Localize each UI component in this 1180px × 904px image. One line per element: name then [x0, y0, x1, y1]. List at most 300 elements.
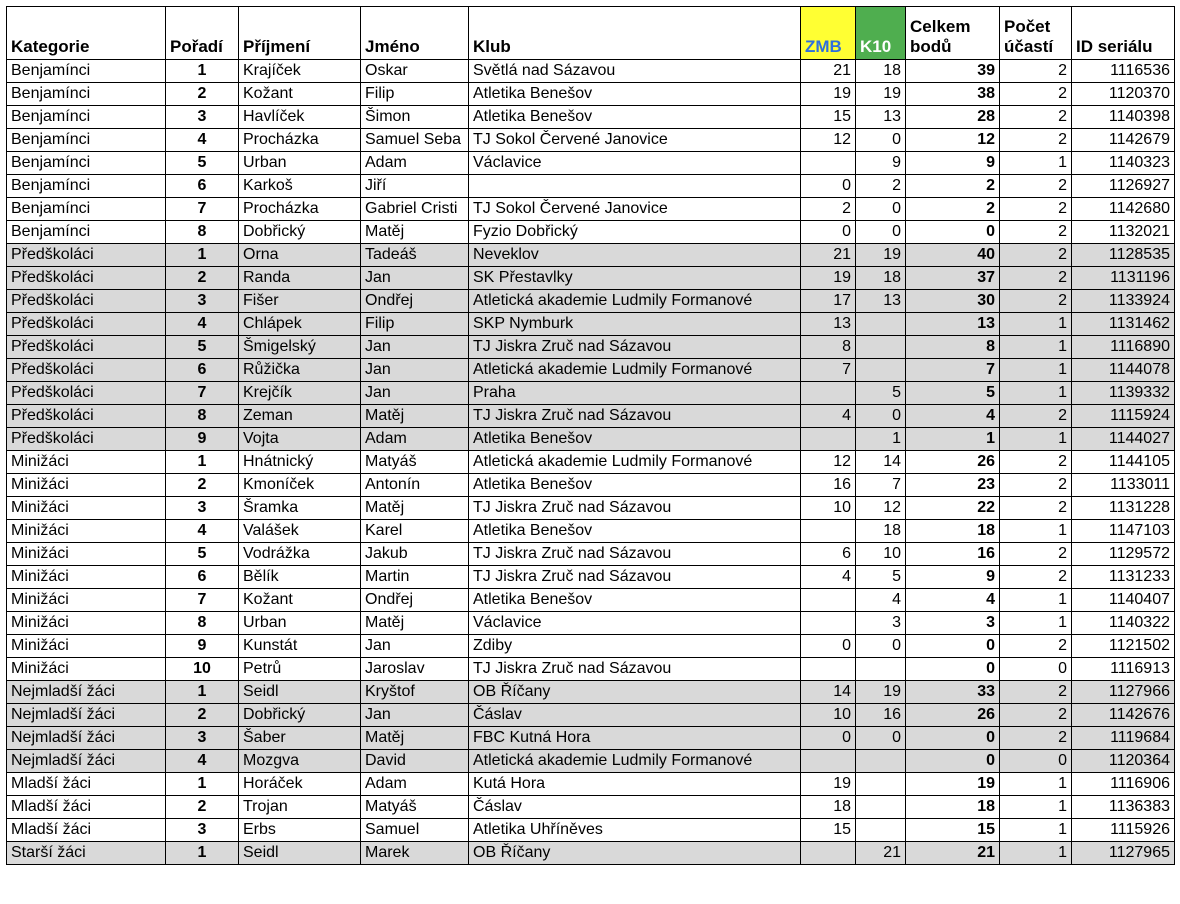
cell-pocet[interactable]: 2 — [1000, 704, 1072, 727]
cell-kategorie[interactable]: Mladší žáci — [7, 819, 166, 842]
cell-poradi[interactable]: 8 — [166, 221, 239, 244]
cell-prijmeni[interactable]: Hnátnický — [239, 451, 361, 474]
cell-klub[interactable]: Atletika Benešov — [469, 106, 801, 129]
cell-jmeno[interactable]: Jan — [361, 635, 469, 658]
cell-kategorie[interactable]: Předškoláci — [7, 382, 166, 405]
cell-klub[interactable]: Kutá Hora — [469, 773, 801, 796]
cell-id[interactable]: 1126927 — [1072, 175, 1175, 198]
cell-celkem[interactable]: 30 — [906, 290, 1000, 313]
cell-zmb[interactable]: 2 — [801, 198, 856, 221]
cell-poradi[interactable]: 4 — [166, 520, 239, 543]
cell-klub[interactable]: FBC Kutná Hora — [469, 727, 801, 750]
cell-kategorie[interactable]: Benjamínci — [7, 175, 166, 198]
cell-celkem[interactable]: 23 — [906, 474, 1000, 497]
cell-celkem[interactable]: 28 — [906, 106, 1000, 129]
cell-k10[interactable]: 0 — [856, 727, 906, 750]
cell-zmb[interactable] — [801, 152, 856, 175]
cell-celkem[interactable]: 26 — [906, 704, 1000, 727]
cell-celkem[interactable]: 18 — [906, 796, 1000, 819]
cell-klub[interactable]: Atletika Benešov — [469, 520, 801, 543]
cell-jmeno[interactable]: Matyáš — [361, 796, 469, 819]
header-poradi[interactable]: Pořadí — [166, 7, 239, 60]
cell-id[interactable]: 1120364 — [1072, 750, 1175, 773]
cell-kategorie[interactable]: Benjamínci — [7, 60, 166, 83]
cell-prijmeni[interactable]: Havlíček — [239, 106, 361, 129]
cell-poradi[interactable]: 3 — [166, 727, 239, 750]
cell-id[interactable]: 1144105 — [1072, 451, 1175, 474]
cell-zmb[interactable]: 0 — [801, 175, 856, 198]
cell-pocet[interactable]: 2 — [1000, 221, 1072, 244]
cell-jmeno[interactable]: Adam — [361, 152, 469, 175]
cell-prijmeni[interactable]: Chlápek — [239, 313, 361, 336]
cell-zmb[interactable]: 21 — [801, 244, 856, 267]
cell-pocet[interactable]: 1 — [1000, 382, 1072, 405]
cell-zmb[interactable]: 16 — [801, 474, 856, 497]
cell-zmb[interactable]: 10 — [801, 704, 856, 727]
cell-prijmeni[interactable]: Kožant — [239, 83, 361, 106]
cell-prijmeni[interactable]: Seidl — [239, 842, 361, 865]
cell-kategorie[interactable]: Starší žáci — [7, 842, 166, 865]
cell-id[interactable]: 1144027 — [1072, 428, 1175, 451]
cell-kategorie[interactable]: Nejmladší žáci — [7, 750, 166, 773]
cell-jmeno[interactable]: Oskar — [361, 60, 469, 83]
cell-klub[interactable] — [469, 175, 801, 198]
cell-id[interactable]: 1116536 — [1072, 60, 1175, 83]
cell-celkem[interactable]: 33 — [906, 681, 1000, 704]
cell-celkem[interactable]: 2 — [906, 175, 1000, 198]
cell-pocet[interactable]: 2 — [1000, 244, 1072, 267]
cell-kategorie[interactable]: Mladší žáci — [7, 773, 166, 796]
cell-prijmeni[interactable]: Zeman — [239, 405, 361, 428]
cell-kategorie[interactable]: Minižáci — [7, 589, 166, 612]
cell-k10[interactable]: 19 — [856, 681, 906, 704]
cell-kategorie[interactable]: Předškoláci — [7, 244, 166, 267]
cell-poradi[interactable]: 3 — [166, 106, 239, 129]
cell-zmb[interactable]: 19 — [801, 267, 856, 290]
cell-klub[interactable]: SKP Nymburk — [469, 313, 801, 336]
cell-zmb[interactable]: 15 — [801, 106, 856, 129]
cell-celkem[interactable]: 2 — [906, 198, 1000, 221]
cell-zmb[interactable] — [801, 750, 856, 773]
cell-poradi[interactable]: 7 — [166, 589, 239, 612]
cell-k10[interactable]: 3 — [856, 612, 906, 635]
cell-poradi[interactable]: 1 — [166, 773, 239, 796]
cell-prijmeni[interactable]: Horáček — [239, 773, 361, 796]
cell-kategorie[interactable]: Předškoláci — [7, 359, 166, 382]
cell-zmb[interactable]: 18 — [801, 796, 856, 819]
cell-poradi[interactable]: 3 — [166, 819, 239, 842]
cell-klub[interactable]: TJ Sokol Červené Janovice — [469, 198, 801, 221]
cell-prijmeni[interactable]: Šaber — [239, 727, 361, 750]
cell-celkem[interactable]: 5 — [906, 382, 1000, 405]
cell-k10[interactable] — [856, 796, 906, 819]
cell-zmb[interactable]: 14 — [801, 681, 856, 704]
cell-jmeno[interactable]: Filip — [361, 313, 469, 336]
cell-pocet[interactable]: 2 — [1000, 543, 1072, 566]
cell-celkem[interactable]: 4 — [906, 589, 1000, 612]
cell-id[interactable]: 1131228 — [1072, 497, 1175, 520]
cell-id[interactable]: 1132021 — [1072, 221, 1175, 244]
cell-kategorie[interactable]: Předškoláci — [7, 267, 166, 290]
cell-id[interactable]: 1131196 — [1072, 267, 1175, 290]
cell-prijmeni[interactable]: Dobřický — [239, 704, 361, 727]
cell-jmeno[interactable]: Samuel — [361, 819, 469, 842]
cell-poradi[interactable]: 10 — [166, 658, 239, 681]
cell-k10[interactable]: 18 — [856, 267, 906, 290]
cell-jmeno[interactable]: Matěj — [361, 727, 469, 750]
cell-jmeno[interactable]: Marek — [361, 842, 469, 865]
cell-k10[interactable] — [856, 658, 906, 681]
cell-k10[interactable]: 7 — [856, 474, 906, 497]
cell-k10[interactable]: 18 — [856, 520, 906, 543]
cell-zmb[interactable]: 17 — [801, 290, 856, 313]
cell-id[interactable]: 1129572 — [1072, 543, 1175, 566]
cell-id[interactable]: 1116913 — [1072, 658, 1175, 681]
cell-klub[interactable]: TJ Jiskra Zruč nad Sázavou — [469, 405, 801, 428]
cell-prijmeni[interactable]: Procházka — [239, 198, 361, 221]
cell-prijmeni[interactable]: Seidl — [239, 681, 361, 704]
cell-k10[interactable]: 4 — [856, 589, 906, 612]
cell-pocet[interactable]: 2 — [1000, 290, 1072, 313]
cell-id[interactable]: 1139332 — [1072, 382, 1175, 405]
cell-kategorie[interactable]: Minižáci — [7, 497, 166, 520]
cell-celkem[interactable]: 38 — [906, 83, 1000, 106]
cell-poradi[interactable]: 1 — [166, 451, 239, 474]
cell-kategorie[interactable]: Nejmladší žáci — [7, 681, 166, 704]
cell-pocet[interactable]: 2 — [1000, 566, 1072, 589]
cell-pocet[interactable]: 2 — [1000, 405, 1072, 428]
cell-prijmeni[interactable]: Růžička — [239, 359, 361, 382]
cell-k10[interactable] — [856, 750, 906, 773]
cell-kategorie[interactable]: Minižáci — [7, 451, 166, 474]
cell-kategorie[interactable]: Minižáci — [7, 520, 166, 543]
cell-poradi[interactable]: 1 — [166, 60, 239, 83]
cell-zmb[interactable]: 0 — [801, 221, 856, 244]
cell-pocet[interactable]: 1 — [1000, 520, 1072, 543]
cell-pocet[interactable]: 1 — [1000, 313, 1072, 336]
cell-klub[interactable]: Atletika Benešov — [469, 428, 801, 451]
cell-celkem[interactable]: 0 — [906, 750, 1000, 773]
cell-kategorie[interactable]: Minižáci — [7, 543, 166, 566]
cell-k10[interactable]: 0 — [856, 221, 906, 244]
cell-prijmeni[interactable]: Kmoníček — [239, 474, 361, 497]
cell-poradi[interactable]: 8 — [166, 405, 239, 428]
header-kategorie[interactable]: Kategorie — [7, 7, 166, 60]
cell-id[interactable]: 1133011 — [1072, 474, 1175, 497]
cell-jmeno[interactable]: Jaroslav — [361, 658, 469, 681]
cell-pocet[interactable]: 1 — [1000, 359, 1072, 382]
cell-jmeno[interactable]: Jan — [361, 336, 469, 359]
cell-poradi[interactable]: 6 — [166, 175, 239, 198]
cell-klub[interactable]: SK Přestavlky — [469, 267, 801, 290]
cell-k10[interactable]: 5 — [856, 566, 906, 589]
cell-k10[interactable]: 12 — [856, 497, 906, 520]
cell-poradi[interactable]: 5 — [166, 336, 239, 359]
cell-prijmeni[interactable]: Valášek — [239, 520, 361, 543]
cell-klub[interactable]: Václavice — [469, 152, 801, 175]
cell-zmb[interactable] — [801, 612, 856, 635]
cell-celkem[interactable]: 8 — [906, 336, 1000, 359]
cell-klub[interactable]: Praha — [469, 382, 801, 405]
cell-kategorie[interactable]: Předškoláci — [7, 290, 166, 313]
cell-jmeno[interactable]: Jan — [361, 704, 469, 727]
cell-jmeno[interactable]: Ondřej — [361, 290, 469, 313]
cell-id[interactable]: 1140322 — [1072, 612, 1175, 635]
cell-jmeno[interactable]: Jan — [361, 382, 469, 405]
cell-klub[interactable]: TJ Sokol Červené Janovice — [469, 129, 801, 152]
cell-jmeno[interactable]: Adam — [361, 773, 469, 796]
cell-k10[interactable]: 10 — [856, 543, 906, 566]
cell-k10[interactable]: 2 — [856, 175, 906, 198]
cell-jmeno[interactable]: Matěj — [361, 497, 469, 520]
cell-celkem[interactable]: 3 — [906, 612, 1000, 635]
cell-k10[interactable]: 13 — [856, 290, 906, 313]
cell-poradi[interactable]: 1 — [166, 681, 239, 704]
cell-id[interactable]: 1127965 — [1072, 842, 1175, 865]
cell-pocet[interactable]: 2 — [1000, 727, 1072, 750]
cell-kategorie[interactable]: Předškoláci — [7, 336, 166, 359]
cell-kategorie[interactable]: Předškoláci — [7, 313, 166, 336]
cell-prijmeni[interactable]: Petrů — [239, 658, 361, 681]
cell-id[interactable]: 1119684 — [1072, 727, 1175, 750]
cell-kategorie[interactable]: Benjamínci — [7, 106, 166, 129]
cell-klub[interactable]: Atletická akademie Ludmily Formanové — [469, 359, 801, 382]
cell-zmb[interactable] — [801, 842, 856, 865]
cell-pocet[interactable]: 2 — [1000, 635, 1072, 658]
cell-pocet[interactable]: 2 — [1000, 175, 1072, 198]
cell-celkem[interactable]: 26 — [906, 451, 1000, 474]
cell-celkem[interactable]: 13 — [906, 313, 1000, 336]
cell-jmeno[interactable]: Martin — [361, 566, 469, 589]
cell-pocet[interactable]: 2 — [1000, 198, 1072, 221]
cell-k10[interactable]: 1 — [856, 428, 906, 451]
cell-jmeno[interactable]: Tadeáš — [361, 244, 469, 267]
cell-klub[interactable]: Atletická akademie Ludmily Formanové — [469, 750, 801, 773]
cell-zmb[interactable]: 0 — [801, 727, 856, 750]
cell-pocet[interactable]: 2 — [1000, 129, 1072, 152]
cell-pocet[interactable]: 1 — [1000, 589, 1072, 612]
cell-prijmeni[interactable]: Vojta — [239, 428, 361, 451]
cell-prijmeni[interactable]: Šramka — [239, 497, 361, 520]
cell-kategorie[interactable]: Předškoláci — [7, 428, 166, 451]
cell-poradi[interactable]: 9 — [166, 635, 239, 658]
cell-zmb[interactable]: 7 — [801, 359, 856, 382]
cell-poradi[interactable]: 2 — [166, 704, 239, 727]
cell-prijmeni[interactable]: Orna — [239, 244, 361, 267]
cell-celkem[interactable]: 0 — [906, 658, 1000, 681]
cell-prijmeni[interactable]: Erbs — [239, 819, 361, 842]
cell-klub[interactable]: Zdiby — [469, 635, 801, 658]
cell-klub[interactable]: OB Říčany — [469, 842, 801, 865]
cell-klub[interactable]: Světlá nad Sázavou — [469, 60, 801, 83]
cell-klub[interactable]: Atletická akademie Ludmily Formanové — [469, 451, 801, 474]
cell-poradi[interactable]: 3 — [166, 290, 239, 313]
cell-kategorie[interactable]: Nejmladší žáci — [7, 727, 166, 750]
cell-zmb[interactable]: 12 — [801, 451, 856, 474]
cell-celkem[interactable]: 9 — [906, 152, 1000, 175]
cell-celkem[interactable]: 18 — [906, 520, 1000, 543]
cell-klub[interactable]: Čáslav — [469, 796, 801, 819]
cell-celkem[interactable]: 15 — [906, 819, 1000, 842]
cell-k10[interactable]: 16 — [856, 704, 906, 727]
cell-id[interactable]: 1140323 — [1072, 152, 1175, 175]
cell-k10[interactable] — [856, 773, 906, 796]
cell-prijmeni[interactable]: Procházka — [239, 129, 361, 152]
cell-k10[interactable]: 0 — [856, 635, 906, 658]
cell-k10[interactable]: 5 — [856, 382, 906, 405]
cell-kategorie[interactable]: Mladší žáci — [7, 796, 166, 819]
cell-klub[interactable]: Fyzio Dobřický — [469, 221, 801, 244]
cell-klub[interactable]: TJ Jiskra Zruč nad Sázavou — [469, 566, 801, 589]
cell-poradi[interactable]: 9 — [166, 428, 239, 451]
cell-jmeno[interactable]: Jan — [361, 267, 469, 290]
cell-prijmeni[interactable]: Karkoš — [239, 175, 361, 198]
cell-celkem[interactable]: 39 — [906, 60, 1000, 83]
cell-id[interactable]: 1121502 — [1072, 635, 1175, 658]
cell-celkem[interactable]: 40 — [906, 244, 1000, 267]
cell-k10[interactable]: 21 — [856, 842, 906, 865]
cell-jmeno[interactable]: Matěj — [361, 405, 469, 428]
cell-id[interactable]: 1128535 — [1072, 244, 1175, 267]
cell-id[interactable]: 1131233 — [1072, 566, 1175, 589]
header-prijmeni[interactable]: Příjmení — [239, 7, 361, 60]
cell-klub[interactable]: TJ Jiskra Zruč nad Sázavou — [469, 497, 801, 520]
cell-klub[interactable]: Neveklov — [469, 244, 801, 267]
cell-prijmeni[interactable]: Randa — [239, 267, 361, 290]
cell-prijmeni[interactable]: Krajíček — [239, 60, 361, 83]
cell-jmeno[interactable]: Ondřej — [361, 589, 469, 612]
cell-kategorie[interactable]: Benjamínci — [7, 221, 166, 244]
cell-id[interactable]: 1116906 — [1072, 773, 1175, 796]
cell-id[interactable]: 1127966 — [1072, 681, 1175, 704]
cell-k10[interactable] — [856, 313, 906, 336]
cell-pocet[interactable]: 1 — [1000, 428, 1072, 451]
cell-k10[interactable]: 0 — [856, 129, 906, 152]
cell-celkem[interactable]: 1 — [906, 428, 1000, 451]
cell-kategorie[interactable]: Benjamínci — [7, 198, 166, 221]
cell-celkem[interactable]: 4 — [906, 405, 1000, 428]
cell-poradi[interactable]: 7 — [166, 382, 239, 405]
cell-k10[interactable]: 9 — [856, 152, 906, 175]
cell-id[interactable]: 1120370 — [1072, 83, 1175, 106]
cell-pocet[interactable]: 1 — [1000, 796, 1072, 819]
cell-prijmeni[interactable]: Krejčík — [239, 382, 361, 405]
cell-poradi[interactable]: 1 — [166, 244, 239, 267]
cell-zmb[interactable] — [801, 589, 856, 612]
cell-pocet[interactable]: 1 — [1000, 612, 1072, 635]
cell-k10[interactable]: 14 — [856, 451, 906, 474]
cell-kategorie[interactable]: Benjamínci — [7, 129, 166, 152]
cell-zmb[interactable] — [801, 520, 856, 543]
cell-klub[interactable]: Atletika Benešov — [469, 589, 801, 612]
cell-zmb[interactable]: 13 — [801, 313, 856, 336]
cell-zmb[interactable] — [801, 382, 856, 405]
cell-kategorie[interactable]: Minižáci — [7, 474, 166, 497]
cell-celkem[interactable]: 0 — [906, 727, 1000, 750]
cell-pocet[interactable]: 1 — [1000, 819, 1072, 842]
cell-jmeno[interactable]: Šimon — [361, 106, 469, 129]
cell-id[interactable]: 1142680 — [1072, 198, 1175, 221]
cell-zmb[interactable]: 4 — [801, 566, 856, 589]
cell-prijmeni[interactable]: Kunstát — [239, 635, 361, 658]
cell-celkem[interactable]: 12 — [906, 129, 1000, 152]
cell-jmeno[interactable]: David — [361, 750, 469, 773]
cell-id[interactable]: 1116890 — [1072, 336, 1175, 359]
cell-zmb[interactable]: 10 — [801, 497, 856, 520]
cell-k10[interactable] — [856, 336, 906, 359]
cell-prijmeni[interactable]: Šmigelský — [239, 336, 361, 359]
header-zmb[interactable]: ZMB — [801, 7, 856, 60]
cell-kategorie[interactable]: Minižáci — [7, 566, 166, 589]
cell-id[interactable]: 1115924 — [1072, 405, 1175, 428]
header-k10[interactable]: K10 — [856, 7, 906, 60]
cell-k10[interactable]: 19 — [856, 244, 906, 267]
cell-k10[interactable]: 18 — [856, 60, 906, 83]
cell-poradi[interactable]: 4 — [166, 750, 239, 773]
cell-k10[interactable] — [856, 819, 906, 842]
cell-klub[interactable]: Václavice — [469, 612, 801, 635]
cell-celkem[interactable]: 9 — [906, 566, 1000, 589]
cell-pocet[interactable]: 2 — [1000, 267, 1072, 290]
cell-id[interactable]: 1131462 — [1072, 313, 1175, 336]
cell-celkem[interactable]: 16 — [906, 543, 1000, 566]
cell-prijmeni[interactable]: Kožant — [239, 589, 361, 612]
cell-jmeno[interactable]: Kryštof — [361, 681, 469, 704]
cell-celkem[interactable]: 0 — [906, 221, 1000, 244]
cell-celkem[interactable]: 0 — [906, 635, 1000, 658]
cell-kategorie[interactable]: Předškoláci — [7, 405, 166, 428]
cell-pocet[interactable]: 2 — [1000, 451, 1072, 474]
cell-pocet[interactable]: 2 — [1000, 106, 1072, 129]
cell-poradi[interactable]: 1 — [166, 842, 239, 865]
cell-jmeno[interactable]: Jan — [361, 359, 469, 382]
cell-k10[interactable]: 19 — [856, 83, 906, 106]
cell-prijmeni[interactable]: Trojan — [239, 796, 361, 819]
cell-celkem[interactable]: 22 — [906, 497, 1000, 520]
cell-poradi[interactable]: 4 — [166, 313, 239, 336]
cell-jmeno[interactable]: Antonín — [361, 474, 469, 497]
cell-pocet[interactable]: 2 — [1000, 681, 1072, 704]
cell-pocet[interactable]: 1 — [1000, 842, 1072, 865]
cell-celkem[interactable]: 37 — [906, 267, 1000, 290]
cell-klub[interactable]: Atletika Benešov — [469, 474, 801, 497]
cell-pocet[interactable]: 2 — [1000, 497, 1072, 520]
cell-kategorie[interactable]: Benjamínci — [7, 83, 166, 106]
cell-id[interactable]: 1140398 — [1072, 106, 1175, 129]
header-klub[interactable]: Klub — [469, 7, 801, 60]
cell-k10[interactable]: 13 — [856, 106, 906, 129]
cell-id[interactable]: 1136383 — [1072, 796, 1175, 819]
cell-zmb[interactable]: 21 — [801, 60, 856, 83]
cell-zmb[interactable]: 8 — [801, 336, 856, 359]
cell-jmeno[interactable]: Filip — [361, 83, 469, 106]
cell-poradi[interactable]: 2 — [166, 474, 239, 497]
cell-zmb[interactable]: 0 — [801, 635, 856, 658]
cell-klub[interactable]: TJ Jiskra Zruč nad Sázavou — [469, 543, 801, 566]
cell-zmb[interactable]: 19 — [801, 83, 856, 106]
cell-id[interactable]: 1140407 — [1072, 589, 1175, 612]
cell-celkem[interactable]: 21 — [906, 842, 1000, 865]
cell-kategorie[interactable]: Minižáci — [7, 658, 166, 681]
cell-zmb[interactable] — [801, 428, 856, 451]
cell-id[interactable]: 1115926 — [1072, 819, 1175, 842]
header-pocet[interactable]: Počet účastí — [1000, 7, 1072, 60]
cell-id[interactable]: 1133924 — [1072, 290, 1175, 313]
cell-id[interactable]: 1142676 — [1072, 704, 1175, 727]
cell-celkem[interactable]: 19 — [906, 773, 1000, 796]
cell-k10[interactable]: 0 — [856, 405, 906, 428]
cell-jmeno[interactable]: Jiří — [361, 175, 469, 198]
